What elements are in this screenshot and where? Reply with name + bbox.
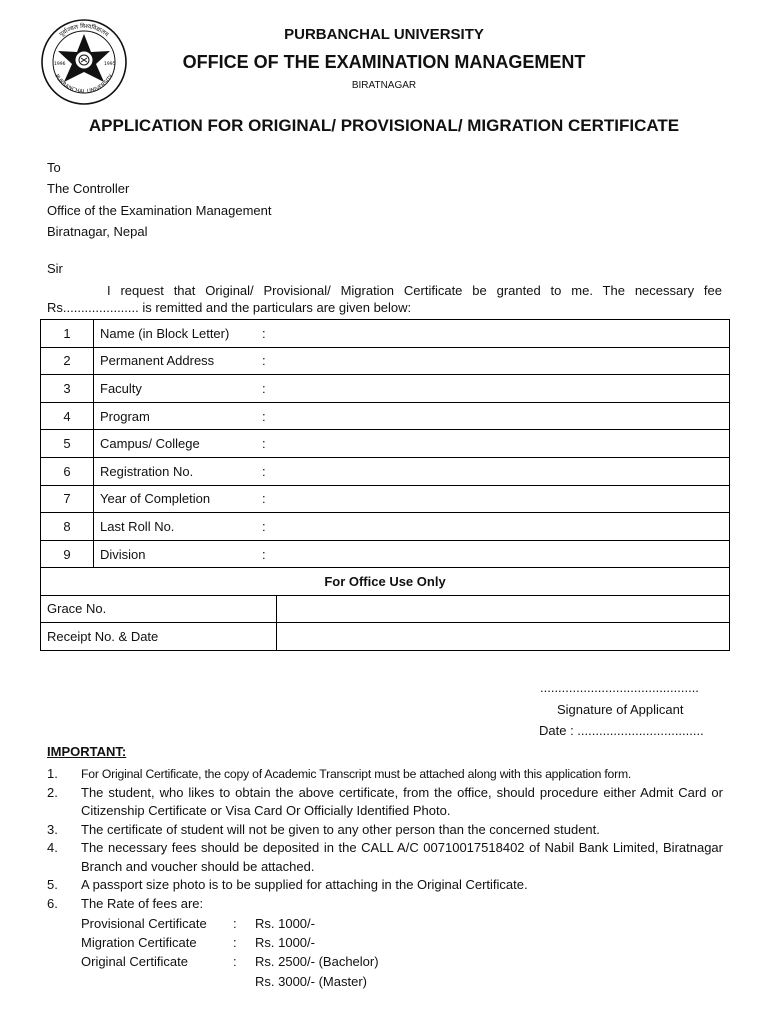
- svg-text:PURBANCHAL UNIVERSITY: PURBANCHAL UNIVERSITY: [53, 73, 115, 95]
- field-permanent-address[interactable]: [94, 347, 730, 375]
- field-year-of-completion[interactable]: [94, 485, 730, 513]
- fee-colon: :: [233, 935, 237, 951]
- signature-label: Signature of Applicant: [557, 702, 684, 717]
- list-item: [47, 784, 723, 821]
- item-number: 6.: [47, 895, 58, 911]
- receipt-no-field[interactable]: [277, 623, 730, 651]
- form-title: APPLICATION FOR ORIGINAL/ PROVISIONAL/ MIGRATION CERTIFICATE: [88, 116, 680, 135]
- grace-no-field[interactable]: [277, 595, 730, 623]
- request-line-1: I request that Original/ Provisional/ Migration Certificate be granted to me. The necessary fee: [107, 283, 722, 298]
- important-list: [47, 765, 723, 913]
- field-last-roll-no[interactable]: [94, 513, 730, 541]
- row-number: 6: [41, 457, 94, 485]
- office-use-table: [40, 567, 730, 651]
- particulars-table: [40, 319, 730, 568]
- row-number: 8: [41, 513, 94, 541]
- row-number: 2: [41, 347, 94, 375]
- address-line-2: Office of the Examination Management: [47, 203, 272, 218]
- row-number: 7: [41, 485, 94, 513]
- svg-text:1996: 1996: [54, 62, 66, 67]
- item-text: The student, who likes to obtain the above certificate, from the office, should procedure either Admit Card or Citizenship Certificate or Visa Card Or Officially Identified Photo.: [81, 784, 723, 818]
- fee-label: Migration Certificate: [81, 935, 197, 951]
- item-text: The necessary fees should be deposited in the CALL A/C 00710017518402 of Nabil Bank Limited, Biratnagar Branch and voucher should be attached.: [81, 840, 723, 874]
- item-text: For Original Certificate, the copy of Academic Transcript must be attached along with this application form.: [81, 767, 632, 781]
- list-item: [47, 765, 723, 784]
- item-text: The certificate of student will not be given to any other person than the concerned student.: [81, 821, 600, 837]
- fee-label: Original Certificate: [81, 954, 188, 970]
- item-text: A passport size photo is to be supplied for attaching in the Original Certificate.: [81, 877, 528, 892]
- row-number: 9: [41, 540, 94, 568]
- table-row[interactable]: [41, 485, 730, 513]
- field-registration-no[interactable]: [94, 457, 730, 485]
- table-row[interactable]: [41, 430, 730, 458]
- field-colon: :: [262, 546, 266, 562]
- item-number: 5.: [47, 877, 58, 892]
- fee-row: [81, 972, 379, 991]
- table-row[interactable]: [41, 540, 730, 568]
- row-number: 3: [41, 375, 94, 403]
- fee-row: [81, 933, 379, 952]
- field-colon: :: [262, 436, 266, 452]
- field-colon: :: [262, 325, 266, 341]
- fee-row: [81, 914, 379, 933]
- address-line-3: Biratnagar, Nepal: [47, 224, 148, 239]
- row-number: 5: [41, 430, 94, 458]
- fee-colon: :: [233, 916, 237, 931]
- fee-amount: Rs. 3000/- (Master): [255, 973, 367, 989]
- address-line-1: The Controller: [47, 181, 130, 196]
- grace-no-label: Grace No.: [41, 595, 277, 623]
- list-item: [47, 839, 723, 876]
- row-number: 4: [41, 402, 94, 430]
- field-label: Name (in Block Letter): [100, 325, 230, 341]
- field-colon: :: [262, 408, 266, 424]
- item-number: 2.: [47, 784, 58, 800]
- field-label: Last Roll No.: [100, 518, 175, 534]
- fee-row: [81, 952, 379, 971]
- office-name: OFFICE OF THE EXAMINATION MANAGEMENT: [182, 52, 586, 72]
- item-text: The Rate of fees are:: [81, 895, 204, 911]
- field-name[interactable]: [94, 320, 730, 348]
- field-label: Campus/ College: [100, 436, 200, 452]
- salutation: Sir: [47, 261, 63, 276]
- field-label: Program: [100, 408, 150, 424]
- item-number: 4.: [47, 840, 58, 855]
- table-row[interactable]: [41, 347, 730, 375]
- table-row[interactable]: [41, 513, 730, 541]
- important-heading: IMPORTANT:: [47, 744, 127, 759]
- field-label: Registration No.: [100, 463, 194, 479]
- list-item: [47, 876, 723, 895]
- field-label: Permanent Address: [100, 353, 215, 369]
- item-number: 3.: [47, 821, 58, 837]
- field-campus-college[interactable]: [94, 430, 730, 458]
- field-colon: :: [262, 380, 266, 396]
- table-row[interactable]: [41, 402, 730, 430]
- list-item: [47, 895, 723, 914]
- svg-text:1995: 1995: [104, 62, 116, 67]
- city-name: BIRATNAGAR: [351, 80, 417, 91]
- field-colon: :: [262, 491, 266, 507]
- field-division[interactable]: [94, 540, 730, 568]
- list-item: [47, 821, 723, 840]
- field-label: Faculty: [100, 380, 142, 396]
- signature-line[interactable]: ............................................: [540, 680, 699, 695]
- fee-amount: Rs. 1000/-: [255, 916, 315, 931]
- fee-schedule: [81, 914, 379, 991]
- table-row[interactable]: [41, 375, 730, 403]
- field-label: Division: [100, 546, 146, 562]
- fee-colon: :: [233, 954, 237, 970]
- table-row[interactable]: [41, 457, 730, 485]
- item-number: 1.: [47, 766, 58, 781]
- address-to: To: [47, 160, 61, 175]
- svg-text:पूर्वाञ्चल विश्वविद्यालय: पूर्वाञ्चल विश्वविद्यालय: [58, 22, 110, 39]
- field-colon: :: [262, 518, 266, 534]
- field-colon: :: [262, 463, 266, 479]
- field-label: Year of Completion: [100, 491, 211, 507]
- fee-amount: Rs. 1000/-: [255, 935, 315, 951]
- row-number: 1: [41, 320, 94, 348]
- fee-amount: Rs. 2500/- (Bachelor): [255, 954, 379, 970]
- field-faculty[interactable]: [94, 375, 730, 403]
- university-name: PURBANCHAL UNIVERSITY: [284, 26, 484, 43]
- field-program[interactable]: [94, 402, 730, 430]
- date-field[interactable]: Date : ...................................: [539, 723, 704, 738]
- fee-label: Provisional Certificate: [81, 916, 207, 931]
- field-colon: :: [262, 353, 266, 369]
- request-line-2: Rs..................... is remitted and the particulars are given below:: [47, 300, 412, 315]
- office-use-heading: For Office Use Only: [41, 568, 730, 596]
- table-row[interactable]: [41, 320, 730, 348]
- receipt-no-label: Receipt No. & Date: [41, 623, 277, 651]
